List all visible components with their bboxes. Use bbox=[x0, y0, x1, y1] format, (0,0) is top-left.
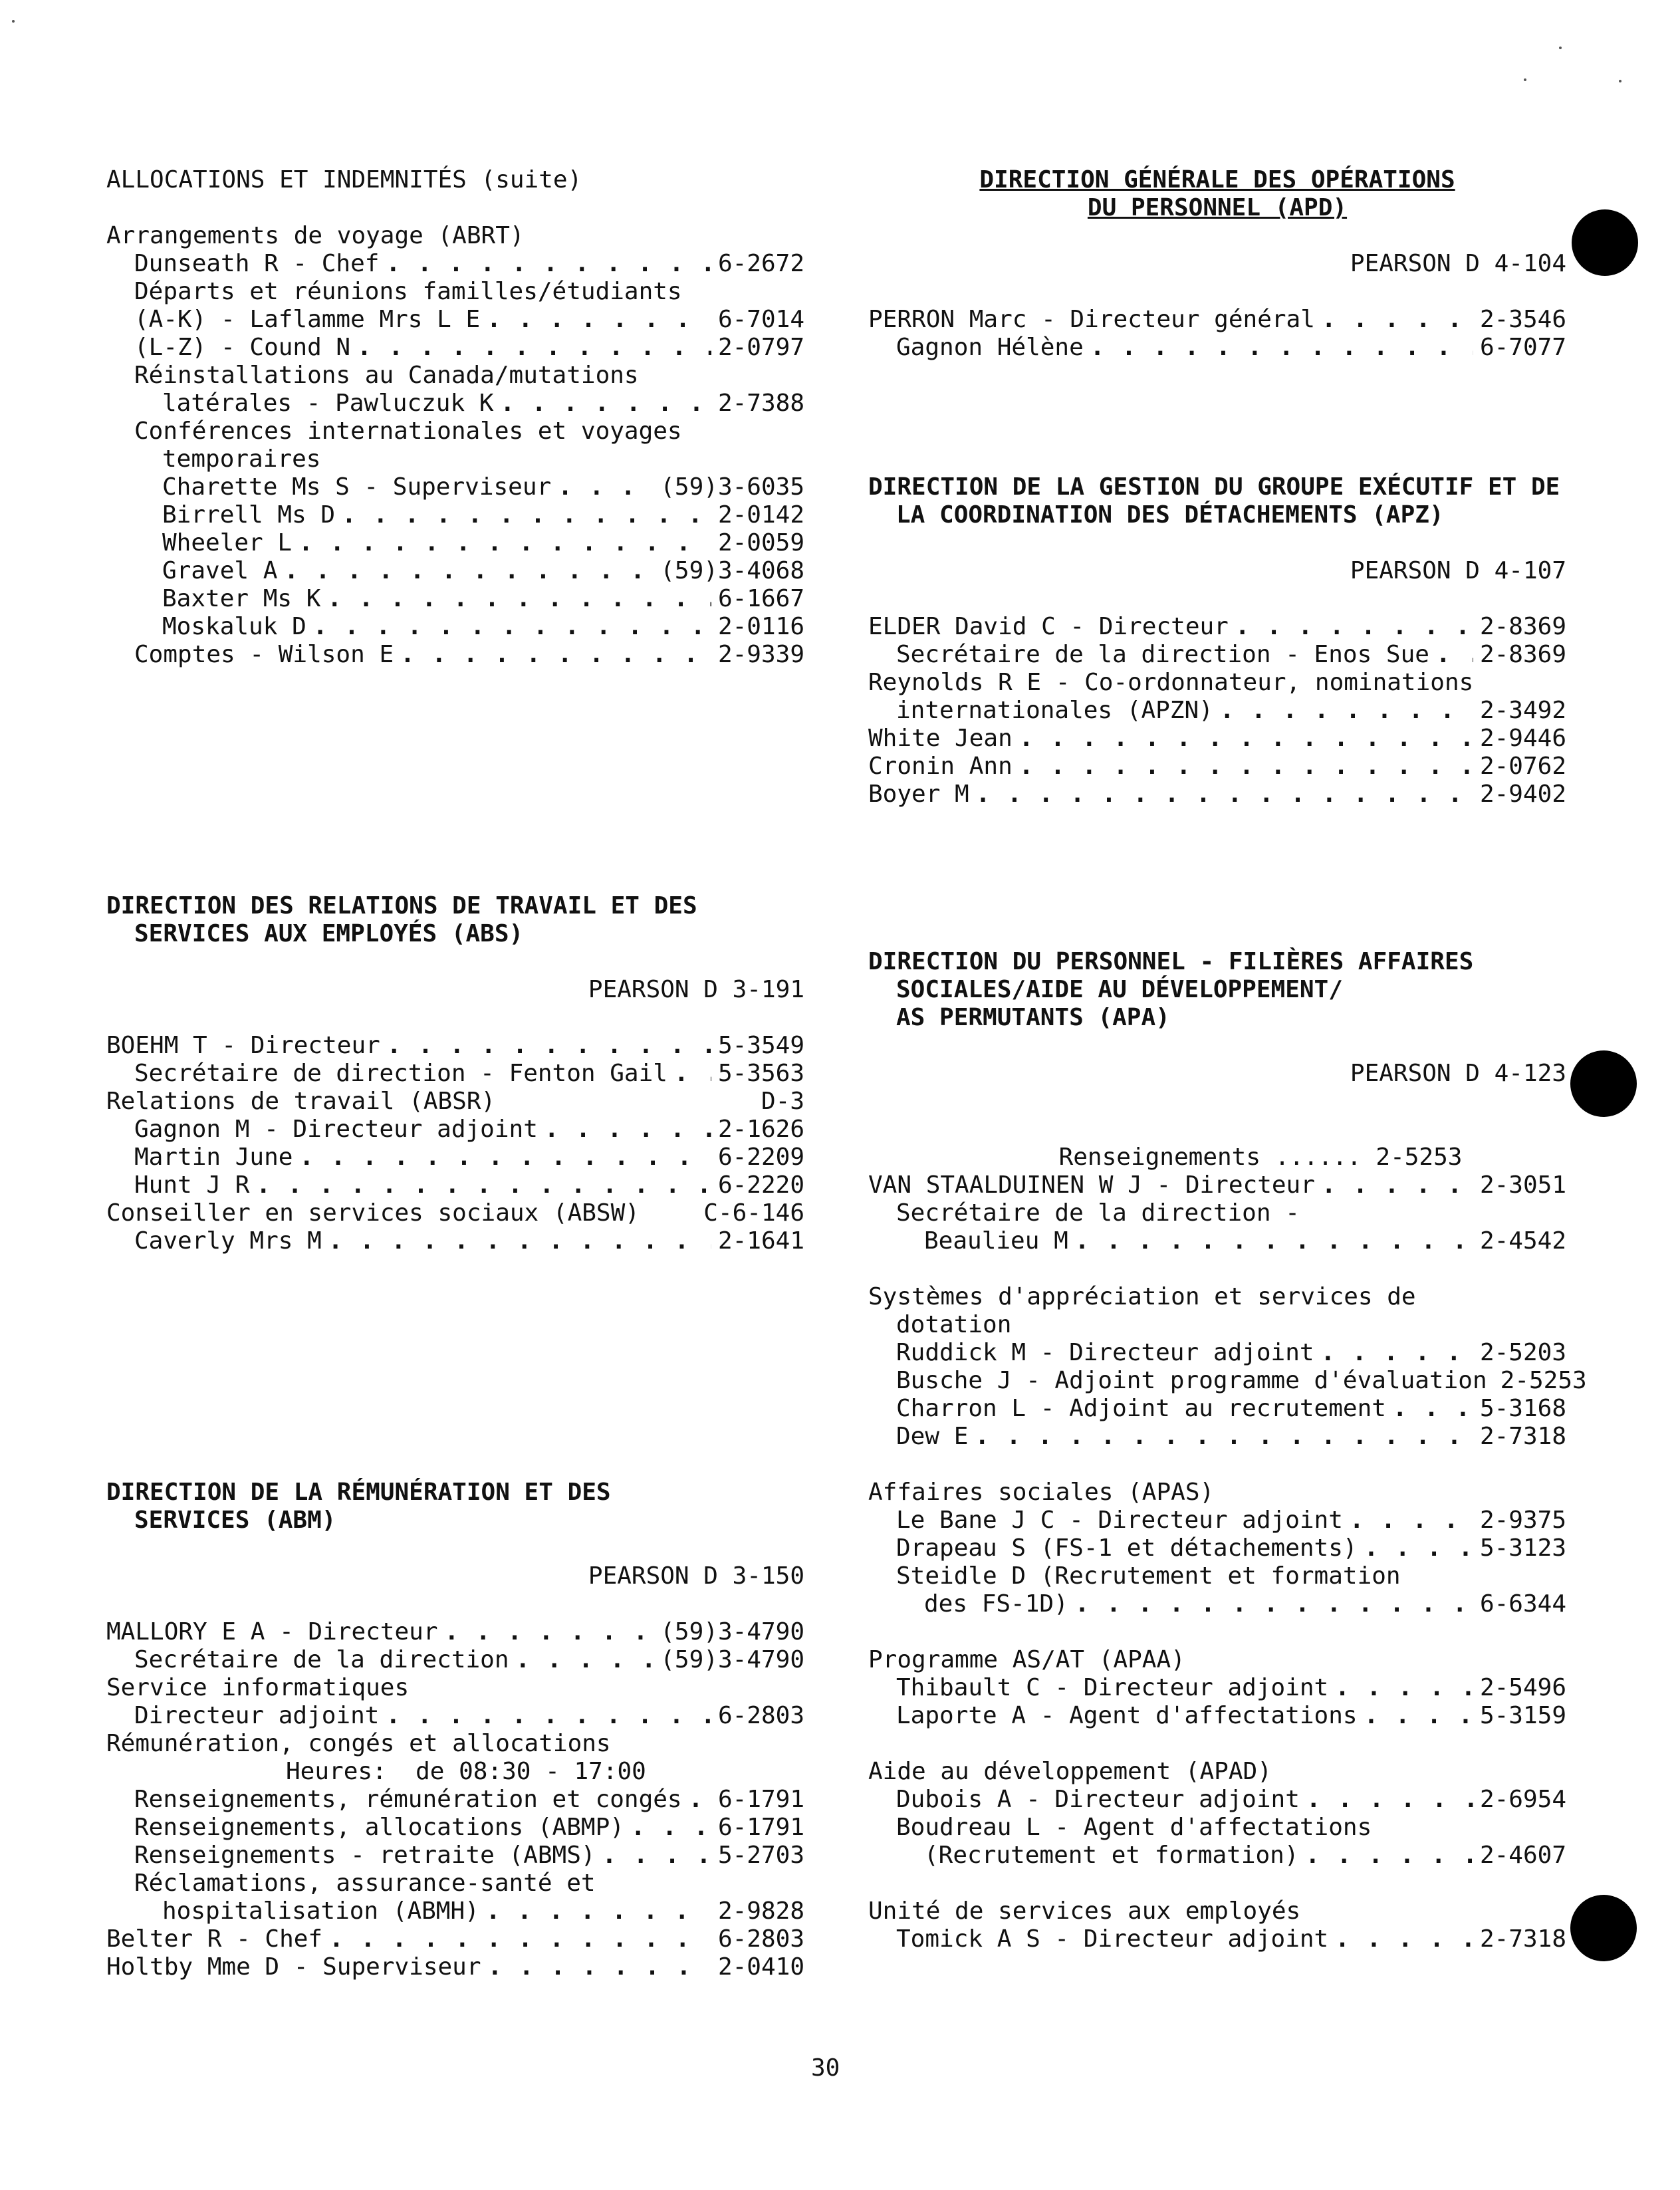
section-title-apa: DIRECTION DU PERSONNEL - FILIÈRES AFFAIRES bbox=[868, 948, 1474, 975]
entry-phone: (59)3-4068 bbox=[660, 557, 804, 584]
entry-label: Cronin Ann bbox=[868, 753, 1013, 780]
directory-entry bbox=[868, 1842, 1566, 1870]
entry-label: (A-K) - Laflamme Mrs L E bbox=[134, 306, 481, 333]
entry-label: Wheeler L bbox=[162, 529, 293, 556]
entry-phone: 6-1791 bbox=[717, 1786, 804, 1813]
directory-entry bbox=[106, 1842, 804, 1870]
entry-label: Gagnon M - Directeur adjoint bbox=[134, 1116, 538, 1143]
entry-label: des FS-1D) bbox=[924, 1590, 1068, 1618]
dot-leader bbox=[488, 1953, 711, 1981]
entry-label: Relations de travail (ABSR) bbox=[106, 1088, 496, 1115]
entry-label: Holtby Mme D - Superviseur bbox=[106, 1953, 481, 1981]
entry-label: Boyer M bbox=[868, 781, 969, 808]
dot-leader bbox=[1335, 1674, 1473, 1702]
directory-entry bbox=[106, 250, 804, 278]
entry-label: Directeur adjoint bbox=[134, 1702, 380, 1729]
dot-leader bbox=[1335, 1925, 1473, 1953]
section-subtitle-apz: LA COORDINATION DES DÉTACHEMENTS (APZ) bbox=[896, 501, 1444, 529]
entry-label: Busche J - Adjoint programme d'évaluation bbox=[896, 1367, 1487, 1394]
dot-leader bbox=[516, 1646, 654, 1674]
entry-label: ELDER David C - Directeur bbox=[868, 613, 1229, 640]
entry-phone: (59)3-6035 bbox=[660, 473, 804, 501]
dot-leader bbox=[501, 390, 711, 418]
speck bbox=[12, 20, 15, 23]
dot-leader bbox=[1364, 1534, 1473, 1562]
directory-entry bbox=[106, 1227, 804, 1255]
directory-entry bbox=[868, 1786, 1566, 1814]
entry-phone: 6-7077 bbox=[1479, 334, 1566, 361]
dot-leader bbox=[299, 529, 711, 557]
page-number: 30 bbox=[811, 2054, 840, 2082]
entry-label: VAN STAALDUINEN W J - Directeur bbox=[868, 1171, 1315, 1199]
entry-label: Secrétaire de la direction bbox=[134, 1646, 509, 1673]
entry-label: Renseignements, allocations (ABMP) bbox=[134, 1814, 624, 1841]
entry-label: Renseignements - retraite (ABMS) bbox=[134, 1842, 596, 1869]
entry-phone: 6-7014 bbox=[717, 306, 804, 333]
apa-group bbox=[868, 1897, 1566, 1953]
entry-phone: 2-4607 bbox=[1479, 1842, 1566, 1869]
dot-leader bbox=[1350, 1507, 1473, 1534]
directory-entry bbox=[106, 473, 804, 501]
entry-label: Thibault C - Directeur adjoint bbox=[896, 1674, 1329, 1701]
dot-leader bbox=[487, 306, 711, 334]
directory-entry bbox=[106, 585, 804, 613]
building-abm: PEARSON D 3-150 bbox=[588, 1562, 804, 1590]
apz-list bbox=[868, 613, 1566, 808]
directory-entry bbox=[868, 1395, 1566, 1423]
entry-label: Le Bane J C - Directeur adjoint bbox=[896, 1507, 1343, 1534]
dot-leader bbox=[1393, 1395, 1473, 1423]
entry-label: Arrangements de voyage (ABRT) bbox=[106, 222, 525, 249]
entry-label: Comptes - Wilson E bbox=[134, 641, 394, 668]
entry-label: Reynolds R E - Co-ordonnateur, nominations bbox=[868, 669, 1474, 696]
info-label: Renseignements bbox=[1058, 1144, 1261, 1171]
entry-phone: 2-3492 bbox=[1479, 697, 1566, 724]
dot-leader bbox=[976, 781, 1473, 808]
directory-entry bbox=[106, 390, 804, 418]
dot-leader bbox=[313, 613, 711, 641]
building-apa: PEARSON D 4-123 bbox=[1350, 1060, 1566, 1087]
entry-phone: 2-8369 bbox=[1479, 641, 1566, 668]
section-title-apz: DIRECTION DE LA GESTION DU GROUPE EXÉCUTIF ET DE bbox=[868, 473, 1560, 501]
dot-leader bbox=[1235, 613, 1473, 641]
entry-phone: 2-0142 bbox=[717, 501, 804, 529]
left-column bbox=[106, 166, 804, 1981]
directory-entry bbox=[106, 1870, 804, 1897]
entry-label: Conférences internationales et voyages bbox=[134, 418, 682, 445]
directory-entry bbox=[868, 1339, 1566, 1367]
directory-entry bbox=[106, 613, 804, 641]
directory-entry bbox=[106, 1032, 804, 1060]
section-subtitle-abs: SERVICES AUX EMPLOYÉS (ABS) bbox=[134, 920, 524, 947]
entry-label: temporaires bbox=[162, 445, 321, 473]
section-title-abs: DIRECTION DES RELATIONS DE TRAVAIL ET DES bbox=[106, 892, 697, 919]
allocations-list bbox=[106, 222, 804, 669]
directory-entry bbox=[868, 669, 1566, 697]
entry-phone: 2-3051 bbox=[1479, 1171, 1566, 1199]
entry-label: MALLORY E A - Directeur bbox=[106, 1618, 438, 1645]
entry-phone: 5-3159 bbox=[1479, 1702, 1566, 1729]
entry-phone: 6-2672 bbox=[717, 250, 804, 277]
dot-leader bbox=[1075, 1227, 1473, 1255]
entry-phone: 2-8369 bbox=[1479, 613, 1566, 640]
entry-label: (L-Z) - Cound N bbox=[134, 334, 351, 361]
entry-label: Réinstallations au Canada/mutations bbox=[134, 362, 639, 389]
directory-entry bbox=[868, 1590, 1566, 1618]
directory-entry bbox=[868, 1925, 1566, 1953]
directory-entry bbox=[868, 753, 1566, 781]
apa-group bbox=[868, 1283, 1587, 1451]
dot-leader bbox=[631, 1814, 711, 1842]
punch-hole-3 bbox=[1570, 1895, 1637, 1961]
directory-entry bbox=[868, 1171, 1566, 1199]
punch-hole-1 bbox=[1572, 209, 1638, 276]
dot-leader bbox=[1019, 753, 1473, 781]
dot-leader bbox=[602, 1842, 711, 1870]
directory-entry bbox=[106, 362, 804, 390]
directory-entry bbox=[106, 222, 804, 250]
entry-phone: 2-3546 bbox=[1479, 306, 1566, 333]
dot-leader bbox=[975, 1423, 1473, 1451]
entry-phone: 2-7318 bbox=[1479, 1925, 1566, 1953]
directory-entry bbox=[868, 1646, 1566, 1674]
entry-label: (Recrutement et formation) bbox=[924, 1842, 1299, 1869]
directory-entry bbox=[868, 1367, 1587, 1395]
dot-leader bbox=[299, 1144, 711, 1171]
dot-leader bbox=[387, 1032, 711, 1060]
entry-label: dotation bbox=[896, 1311, 1012, 1338]
entry-label: hospitalisation (ABMH) bbox=[162, 1897, 479, 1925]
info-phone: 2-5253 bbox=[1376, 1144, 1463, 1171]
entry-phone: 2-5496 bbox=[1479, 1674, 1566, 1701]
directory-entry bbox=[106, 1674, 804, 1702]
dot-leader bbox=[1075, 1590, 1473, 1618]
dot-leader bbox=[486, 1897, 711, 1925]
directory-entry bbox=[106, 1144, 804, 1171]
directory-entry bbox=[868, 1479, 1566, 1507]
entry-label: Aide au développement (APAD) bbox=[868, 1758, 1272, 1785]
right-column bbox=[868, 166, 1587, 1953]
dot-leader bbox=[445, 1618, 654, 1646]
directory-entry bbox=[106, 1730, 804, 1758]
entry-label: Service informatiques bbox=[106, 1674, 410, 1701]
directory-entry bbox=[868, 1507, 1566, 1534]
dot-leader bbox=[558, 473, 654, 501]
entry-phone: 2-5253 bbox=[1500, 1367, 1587, 1394]
entry-label: Beaulieu M bbox=[924, 1227, 1068, 1255]
directory-entry bbox=[106, 1171, 804, 1199]
directory-entry bbox=[868, 1674, 1566, 1702]
apa-list bbox=[868, 1171, 1566, 1255]
directory-entry bbox=[106, 1646, 804, 1674]
dot-leader bbox=[1019, 725, 1473, 753]
entry-phone: 6-1791 bbox=[717, 1814, 804, 1841]
directory-entry bbox=[868, 1534, 1566, 1562]
entry-label: Programme AS/AT (APAA) bbox=[868, 1646, 1185, 1673]
entry-phone: 2-0059 bbox=[717, 529, 804, 556]
entry-label: Départs et réunions familles/étudiants bbox=[134, 278, 682, 305]
entry-phone: 6-2209 bbox=[717, 1144, 804, 1171]
entry-phone: 2-1626 bbox=[717, 1116, 804, 1143]
directory-entry bbox=[868, 306, 1566, 334]
entry-label: Gravel A bbox=[162, 557, 278, 584]
section-title-allocations: ALLOCATIONS ET INDEMNITÉS (suite) bbox=[106, 166, 582, 193]
entry-label: latérales - Pawluczuk K bbox=[162, 390, 494, 417]
dot-leader bbox=[674, 1060, 711, 1088]
entry-phone: 2-9339 bbox=[717, 641, 804, 668]
entry-label: Secrétaire de direction - Fenton Gail bbox=[134, 1060, 667, 1087]
entry-label: Dubois A - Directeur adjoint bbox=[896, 1786, 1300, 1813]
abs-list bbox=[106, 1032, 804, 1255]
dot-leader bbox=[1306, 1842, 1473, 1870]
entry-phone: (59)3-4790 bbox=[660, 1646, 804, 1673]
directory-entry bbox=[868, 1814, 1566, 1842]
directory-entry bbox=[868, 1758, 1566, 1786]
entry-phone: 2-0762 bbox=[1479, 753, 1566, 780]
entry-label: Steidle D (Recrutement et formation bbox=[896, 1562, 1401, 1590]
directory-entry bbox=[106, 334, 804, 362]
directory-entry bbox=[106, 306, 804, 334]
dot-leader bbox=[357, 334, 711, 362]
section-title-abm: DIRECTION DE LA RÉMUNÉRATION ET DES bbox=[106, 1479, 611, 1506]
entry-label: Gagnon Hélène bbox=[896, 334, 1084, 361]
directory-entry bbox=[106, 1618, 804, 1646]
entry-label: Tomick A S - Directeur adjoint bbox=[896, 1925, 1329, 1953]
entry-phone: 2-4542 bbox=[1479, 1227, 1566, 1255]
punch-hole-2 bbox=[1570, 1050, 1637, 1117]
directory-entry bbox=[106, 501, 804, 529]
dot-leader bbox=[386, 1702, 711, 1730]
entry-label: Heures: de 08:30 - 17:00 bbox=[286, 1758, 646, 1785]
building-abs: PEARSON D 3-191 bbox=[588, 976, 804, 1003]
directory-entry bbox=[106, 418, 804, 445]
directory-entry bbox=[106, 278, 804, 306]
entry-phone: 2-6954 bbox=[1479, 1786, 1566, 1813]
entry-label: Dew E bbox=[896, 1423, 969, 1450]
dot-leader bbox=[329, 1925, 711, 1953]
entry-label: Charron L - Adjoint au recrutement bbox=[896, 1395, 1386, 1422]
apa-group bbox=[868, 1758, 1566, 1870]
dot-leader bbox=[689, 1786, 711, 1814]
dot-leader bbox=[544, 1116, 711, 1144]
dot-leader bbox=[400, 641, 711, 669]
entry-label: White Jean bbox=[868, 725, 1013, 752]
directory-entry bbox=[868, 781, 1566, 808]
directory-entry bbox=[106, 1786, 804, 1814]
entry-phone: 2-7318 bbox=[1479, 1423, 1566, 1450]
section-subtitle-abm: SERVICES (ABM) bbox=[134, 1507, 336, 1534]
dot-leader bbox=[1220, 697, 1473, 725]
directory-entry bbox=[868, 1702, 1566, 1730]
entry-label: BOEHM T - Directeur bbox=[106, 1032, 380, 1059]
speck bbox=[1524, 78, 1526, 81]
entry-label: Conseiller en services sociaux (ABSW) bbox=[106, 1199, 640, 1227]
apa-group bbox=[868, 1479, 1566, 1618]
entry-label: Martin June bbox=[134, 1144, 293, 1171]
directory-entry bbox=[868, 697, 1566, 725]
directory-entry bbox=[868, 725, 1566, 753]
dot-leader bbox=[256, 1171, 711, 1199]
directory-entry bbox=[106, 1897, 804, 1925]
directory-entry bbox=[868, 641, 1566, 669]
entry-phone: 6-6344 bbox=[1479, 1590, 1566, 1618]
entry-phone: 2-0410 bbox=[717, 1953, 804, 1981]
entry-phone: 2-9828 bbox=[717, 1897, 804, 1925]
entry-phone: 5-3123 bbox=[1479, 1534, 1566, 1562]
entry-label: Charette Ms S - Superviseur bbox=[162, 473, 552, 501]
entry-label: Caverly Mrs M bbox=[134, 1227, 322, 1255]
dot-leader bbox=[342, 501, 711, 529]
directory-entry bbox=[106, 1702, 804, 1730]
entry-label: Rémunération, congés et allocations bbox=[106, 1730, 611, 1757]
section-subtitle-apd: DU PERSONNEL (APD) bbox=[1087, 194, 1348, 221]
entry-phone: 2-9446 bbox=[1479, 725, 1566, 752]
apa-groups bbox=[868, 1255, 1587, 1953]
directory-entry bbox=[106, 445, 804, 473]
entry-label: Moskaluk D bbox=[162, 613, 306, 640]
dot-leader bbox=[1321, 1339, 1473, 1367]
entry-label: internationales (APZN) bbox=[896, 697, 1213, 724]
dot-leader bbox=[1322, 306, 1473, 334]
entry-label: Dunseath R - Chef bbox=[134, 250, 380, 277]
entry-phone: 2-9375 bbox=[1479, 1507, 1566, 1534]
entry-phone: 5-3168 bbox=[1479, 1395, 1566, 1422]
directory-entry bbox=[868, 1423, 1566, 1451]
entry-label: Affaires sociales (APAS) bbox=[868, 1479, 1215, 1506]
dot-leader bbox=[327, 585, 711, 613]
directory-entry bbox=[868, 1227, 1566, 1255]
entry-label: PERRON Marc - Directeur général bbox=[868, 306, 1315, 333]
entry-phone: D-3 bbox=[761, 1088, 804, 1115]
building-apz: PEARSON D 4-107 bbox=[1350, 557, 1566, 584]
apa-group bbox=[868, 1646, 1566, 1730]
entry-label: Ruddick M - Directeur adjoint bbox=[896, 1339, 1314, 1366]
entry-phone: C-6-146 bbox=[703, 1199, 804, 1227]
dot-leader bbox=[284, 557, 654, 585]
directory-entry bbox=[106, 529, 804, 557]
entry-phone: 2-9402 bbox=[1479, 781, 1566, 808]
directory-entry bbox=[106, 557, 804, 585]
section-subtitle2-apa: AS PERMUTANTS (APA) bbox=[896, 1004, 1170, 1031]
entry-label: Réclamations, assurance-santé et bbox=[134, 1870, 596, 1897]
entry-label: Secrétaire de la direction - Enos Sue bbox=[896, 641, 1429, 668]
dot-leader bbox=[386, 250, 711, 278]
entry-phone: 6-2220 bbox=[717, 1171, 804, 1199]
directory-entry bbox=[106, 1088, 804, 1116]
directory-entry bbox=[868, 334, 1566, 362]
entry-label: Secrétaire de la direction - bbox=[896, 1199, 1300, 1227]
entry-phone: 2-5203 bbox=[1479, 1339, 1566, 1366]
entry-phone: 2-1641 bbox=[717, 1227, 804, 1255]
entry-label: Drapeau S (FS-1 et détachements) bbox=[896, 1534, 1358, 1562]
directory-entry bbox=[868, 1897, 1566, 1925]
dot-leader bbox=[1322, 1171, 1473, 1199]
entry-phone: (59)3-4790 bbox=[660, 1618, 804, 1645]
entry-phone: 6-2803 bbox=[717, 1925, 804, 1953]
entry-phone: 5-3563 bbox=[717, 1060, 804, 1087]
dot-leader bbox=[1364, 1702, 1473, 1730]
apa-info-line: Renseignements ...... 2-5253 bbox=[1058, 1144, 1463, 1171]
entry-label: Boudreau L - Agent d'affectations bbox=[896, 1814, 1372, 1841]
directory-entry bbox=[868, 1199, 1566, 1227]
speck bbox=[1559, 47, 1562, 49]
entry-label: Renseignements, rémunération et congés bbox=[134, 1786, 682, 1813]
dot-leader bbox=[1306, 1786, 1473, 1814]
directory-entry bbox=[868, 1562, 1566, 1590]
entry-phone: 2-0116 bbox=[717, 613, 804, 640]
entry-label: Baxter Ms K bbox=[162, 585, 321, 612]
directory-entry bbox=[868, 1311, 1566, 1339]
entry-phone: 5-2703 bbox=[717, 1842, 804, 1869]
dot-leader bbox=[1436, 641, 1473, 669]
entry-phone: 5-3549 bbox=[717, 1032, 804, 1059]
building-apd: PEARSON D 4-104 bbox=[1350, 250, 1566, 277]
abm-list bbox=[106, 1618, 804, 1981]
dot-leader bbox=[1090, 334, 1473, 362]
directory-entry bbox=[106, 1758, 804, 1786]
entry-label: Hunt J R bbox=[134, 1171, 250, 1199]
entry-label: Laporte A - Agent d'affectations bbox=[896, 1702, 1358, 1729]
speck bbox=[1619, 80, 1621, 82]
directory-entry bbox=[868, 613, 1566, 641]
dot-leader bbox=[328, 1227, 711, 1255]
entry-phone: 6-2803 bbox=[717, 1702, 804, 1729]
entry-label: Belter R - Chef bbox=[106, 1925, 323, 1953]
directory-entry bbox=[106, 1199, 804, 1227]
directory-entry bbox=[106, 1925, 804, 1953]
section-title-apd: DIRECTION GÉNÉRALE DES OPÉRATIONS bbox=[979, 166, 1455, 193]
entry-label: Birrell Ms D bbox=[162, 501, 336, 529]
directory-entry bbox=[106, 641, 804, 669]
entry-phone: 2-7388 bbox=[717, 390, 804, 417]
directory-entry bbox=[106, 1814, 804, 1842]
directory-entry bbox=[106, 1953, 804, 1981]
directory-entry bbox=[106, 1060, 804, 1088]
entry-phone: 6-1667 bbox=[717, 585, 804, 612]
entry-label: Unité de services aux employés bbox=[868, 1897, 1301, 1925]
apd-list bbox=[868, 306, 1566, 362]
directory-entry bbox=[868, 1283, 1566, 1311]
directory-entry bbox=[106, 1116, 804, 1144]
entry-label: Systèmes d'appréciation et services de bbox=[868, 1283, 1416, 1310]
section-subtitle-apa: SOCIALES/AIDE AU DÉVELOPPEMENT/ bbox=[896, 976, 1343, 1003]
entry-phone: 2-0797 bbox=[717, 334, 804, 361]
